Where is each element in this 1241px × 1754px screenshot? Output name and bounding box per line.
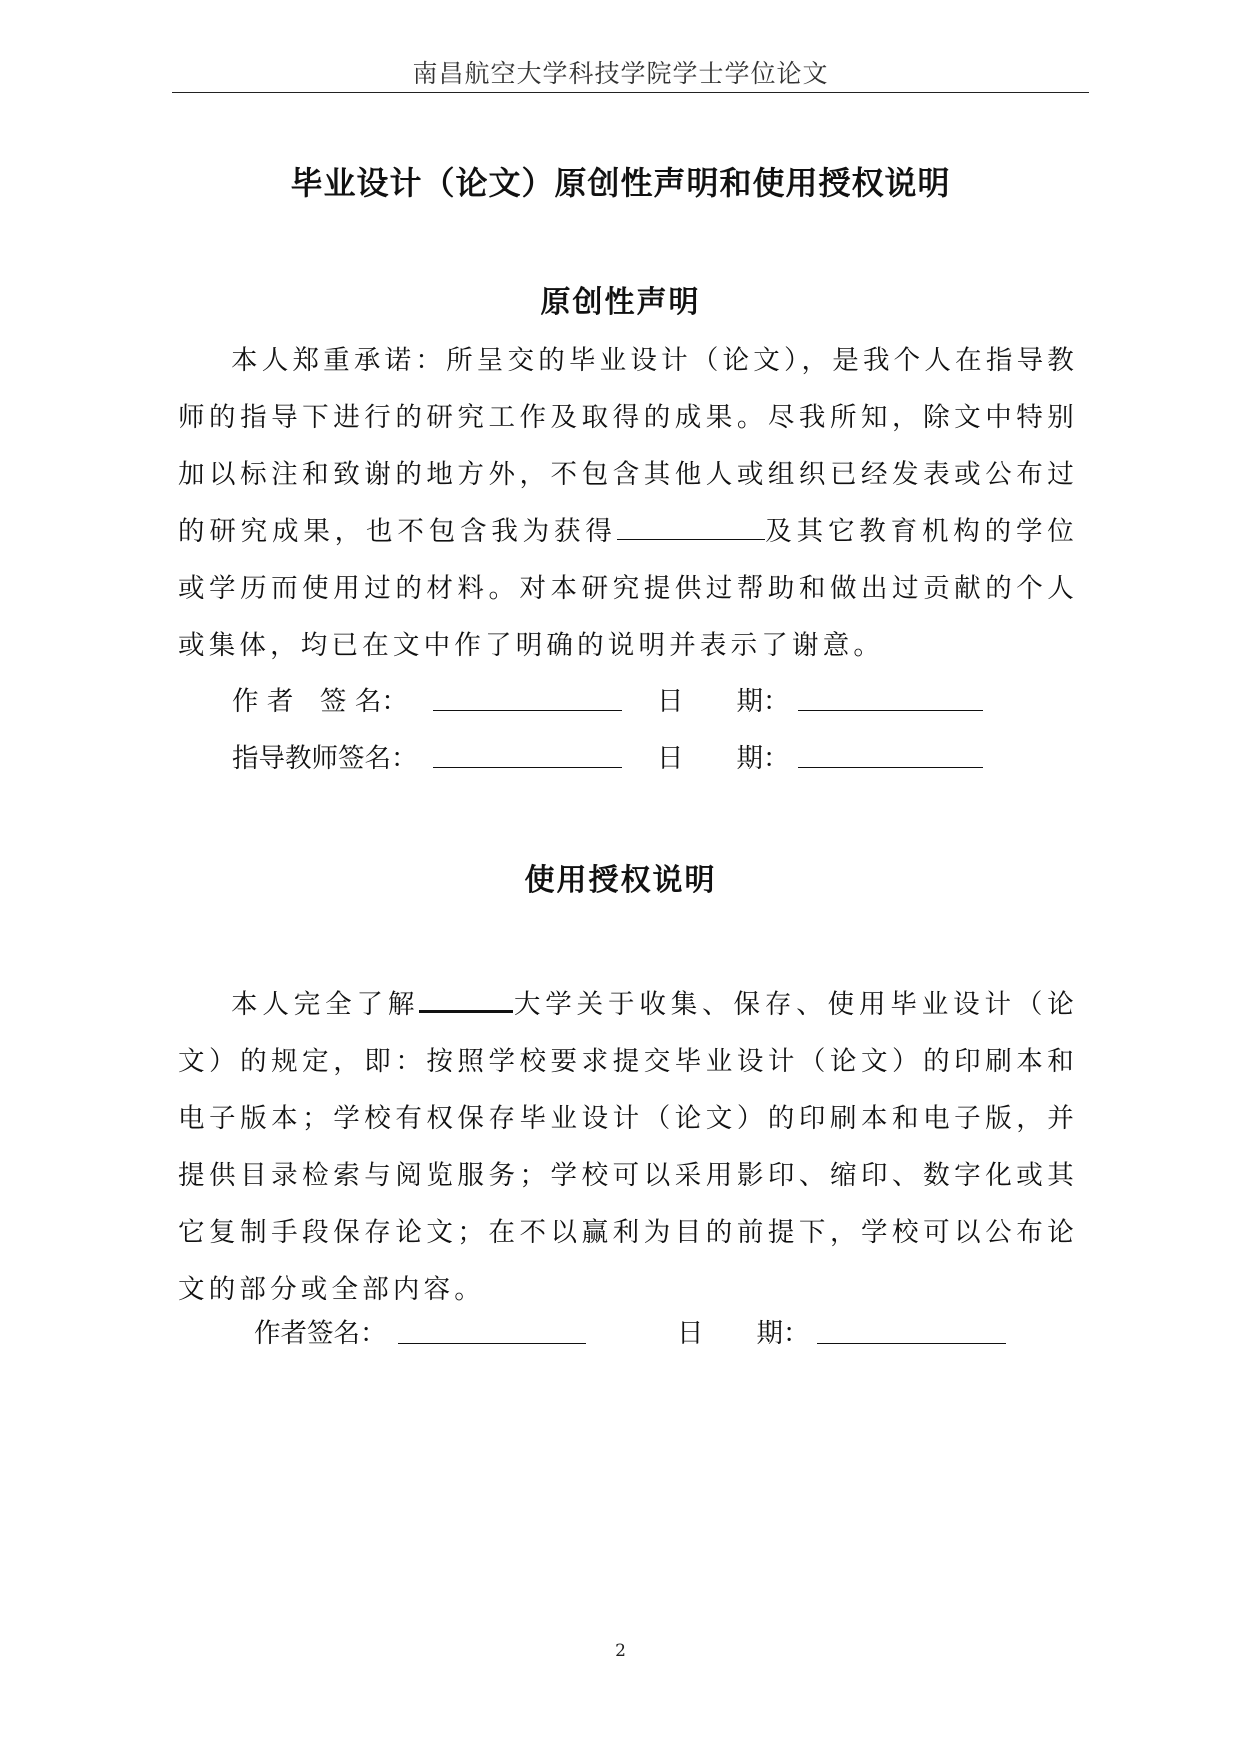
author-date-line[interactable]	[798, 710, 983, 711]
originality-text-b: 及其它教育机构的学位或学历而使用过的材料。对本研究提供过帮助和做出过贡献的个人或集体，均已在文中作了明确的说明并表示了谢意。	[178, 516, 1078, 661]
originality-text-a: 本人郑重承诺：所呈交的毕业设计（论文），是我个人在指导教师的指导下进行的研究工作及取得的成果。尽我所知，除文中特别加以标注和致谢的地方外，不包含其他人或组织已经发表或公布过的研究成果，也不包含我为获得	[178, 345, 1078, 547]
authorization-text-b: 大学关于收集、保存、使用毕业设计（论文）的规定，即：按照学校要求提交毕业设计（论文）的印刷本和电子版本；学校有权保存毕业设计（论文）的印刷本和电子版，并提供目录检索与阅览服务；学校可以采用影印、缩印、数字化或其它复制手段保存论文；在不以赢利为目的前提下，学校可以公布论文的部分或全部内容。	[178, 989, 1078, 1305]
university-blank[interactable]	[419, 988, 513, 1013]
authorization-signature-line[interactable]	[398, 1343, 586, 1344]
authorization-paragraph	[178, 976, 1078, 1318]
authorization-sign-row	[254, 1311, 1014, 1351]
running-header: 南昌航空大学科技学院学士学位论文	[412, 59, 829, 88]
date-label: 日 期：	[657, 686, 790, 717]
date-label: 日 期：	[657, 743, 790, 774]
page-title: 毕业设计（论文）原创性声明和使用授权说明	[290, 164, 951, 202]
author-sign-row	[232, 679, 992, 719]
authorization-date-line[interactable]	[817, 1343, 1006, 1344]
authorization-title: 使用授权说明	[524, 863, 717, 898]
originality-title: 原创性声明	[540, 285, 701, 320]
authorization-text-a: 本人完全了解	[231, 989, 420, 1020]
originality-paragraph	[178, 332, 1078, 674]
page-number: 2	[615, 1641, 626, 1661]
advisor-sign-row	[232, 736, 992, 776]
header-rule	[172, 92, 1089, 93]
advisor-sign-label: 指导教师签名：	[232, 743, 418, 774]
degree-blank[interactable]	[617, 517, 765, 540]
advisor-signature-line[interactable]	[433, 767, 622, 768]
date-label: 日 期：	[677, 1318, 810, 1349]
author-sign-label: 作 者 签 名：	[232, 686, 408, 717]
advisor-date-line[interactable]	[798, 767, 983, 768]
author-signature-line[interactable]	[433, 710, 622, 711]
author-sign-label: 作者签名：	[254, 1318, 387, 1349]
